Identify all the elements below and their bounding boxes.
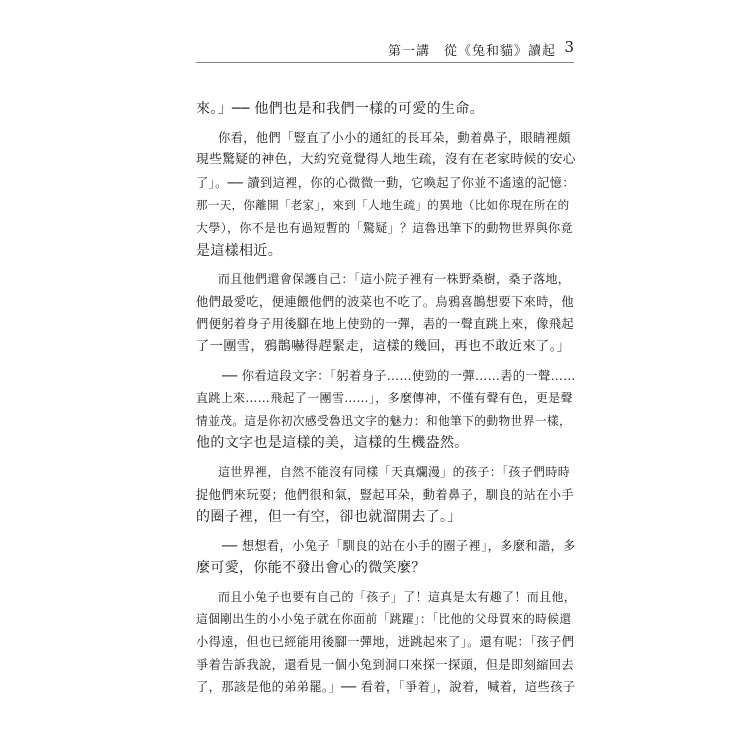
text-line: 了一團雪，鴉鵲嚇得趕緊走，這樣的幾回，再也不敢近來了。」 [196, 338, 571, 354]
text-line: ── 你看這段文字：「躬着身子……使勁的一彈……砉的一聲…… [222, 368, 576, 383]
body-text [196, 98, 576, 705]
paragraph [196, 535, 576, 580]
page-number: 3 [564, 38, 574, 56]
text-line: 麼可愛，你能不發出會心的微笑麼？ [196, 560, 426, 577]
header-rule [196, 62, 574, 63]
text-line: 他們最愛吃，便連餵他們的波菜也不吃了。烏鴉喜鵲想要下來時，他 [196, 294, 574, 309]
text-line: 大學），你不是也有過短暫的「驚疑」？這魯迅筆下的動物世界與你竟 [196, 220, 573, 235]
text-line: 直跳上來……飛起了一團雪……」，多麼傳神，不僅有聲有色，更是聲 [196, 391, 573, 406]
text-line: 了」。── 讀到這裡，你的心微微一動，它喚起了你並不遙遠的記憶： [196, 175, 575, 190]
text-line: 們便躬着身子用後腳在地上使勁的一彈，砉的一聲直跳上來，像飛起 [196, 317, 574, 332]
text-line: 小得遠，但也已經能用後腳一彈地，迸跳起來了」。還有呢：「孩子們 [196, 635, 575, 650]
text-line: 爭着告訴我說，還看見一個小兔到洞口來探一探頭，但是即刻縮回去 [196, 657, 574, 672]
paragraph [196, 127, 576, 263]
text-line: 這世界裡，自然不能沒有同樣「天真爛漫」的孩子：「孩子們時時 [218, 464, 571, 479]
text-line: 那一天，你離開「老家」，來到「人地生疏」的異地（比如你現在所在的 [196, 198, 570, 213]
text-line: 現些驚疑的神色，大約究竟覺得人地生疏，沒有在老家時候的安心 [196, 152, 576, 168]
text-line: 捉他們來玩耍；他們很和氣，豎起耳朵，動着鼻子，馴良的站在小手 [196, 487, 574, 502]
paragraph [196, 268, 576, 358]
text-line: 而且小兔子也要有自己的「孩子」了！這真是太有趣了！而且他， [218, 589, 577, 604]
text-line: 了，那該是他的弟弟罷。」── 看着，「爭着」，說着，喊着，這些孩子 [196, 680, 576, 695]
text-line: 來。」── 他們也是和我們一樣的可愛的生命。 [196, 101, 485, 117]
text-line: ── 想想看，小兔子「馴良的站在小手的圈子裡」，多麼和諧，多 [222, 538, 576, 553]
text-line: 而且他們還會保護自己：「這小院子裡有一株野桑樹，桑子落地， [218, 272, 571, 287]
text-line: 情並茂。這是你初次感受魯迅文字的魅力：和他筆下的動物世界一樣， [196, 413, 572, 428]
text-line: 他的文字也是這樣的美，這樣的生機盎然。 [196, 435, 469, 452]
running-head [196, 38, 574, 60]
text-line: 你看，他們「豎直了小小的通紅的長耳朵，動着鼻子，眼睛裡頗 [218, 130, 571, 145]
paragraph [196, 586, 576, 699]
paragraph [196, 98, 576, 121]
paragraph [196, 461, 576, 529]
chapter-title: 第一講 從《兔和貓》讀起 [387, 44, 556, 59]
text-line: 這個剛出生的小小兔子就在你面前「跳躍」：「比他的父母買來的時候還 [196, 612, 572, 627]
paragraph [196, 365, 576, 455]
text-line: 的圈子裡，但一有空，卻也就溜開去了。」 [196, 509, 462, 526]
text-line: 是這樣相近。 [196, 242, 283, 259]
